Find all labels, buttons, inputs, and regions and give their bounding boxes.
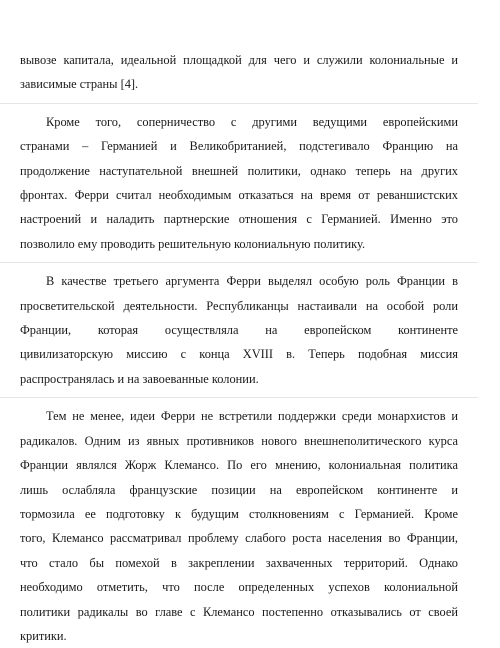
text-line: лишь ослабляла французские позиции на европейском континенте и <box>20 482 458 497</box>
text-line: Франции, которая осуществляла на европейском континенте <box>20 323 458 338</box>
text-line: что стало бы помехой в закреплении захваченных территорий. Однако <box>20 555 458 570</box>
text-line: Франции являлся Жорж Клемансо. По его мнению, колониальная политика <box>20 458 458 473</box>
text-line: просветительской деятельности. Республиканцы настаивали на особой роли <box>20 298 458 313</box>
paragraph-divider <box>0 397 478 398</box>
paragraph-rivalry <box>20 110 458 256</box>
paragraph-capital-export <box>20 0 458 97</box>
document-page <box>20 0 458 648</box>
text-line: необходимо отметить, что после определенных успехов колониальной <box>20 580 458 595</box>
text-line: Кроме того, соперничество с другими ведущими европейскими <box>46 114 458 129</box>
text-line: фронтах. Ферри считал необходимым отказаться на время от реваншистских <box>20 188 458 203</box>
text-line: позволило ему проводить решительную колониальную политику. <box>20 236 366 251</box>
text-line: распространялась и на завоеванные колонии. <box>20 371 259 386</box>
paragraph-divider <box>0 262 478 263</box>
text-line: политики радикалы во главе с Клемансо постепенно отказывались от своей <box>20 604 458 619</box>
text-line: вывозе капитала, идеальной площадкой для чего и служили колониальные и <box>20 53 458 67</box>
text-line: Тем не менее, идеи Ферри не встретили поддержки среди монархистов и <box>46 409 458 424</box>
paragraph-third-argument <box>20 269 458 391</box>
text-line: тормозила ее подготовку к будущим столкновениям с Германией. Кроме <box>20 506 458 521</box>
text-line: продолжение наступательной внешней политики, однако теперь на других <box>20 163 458 178</box>
text-line: цивилизаторскую миссию с конца XVIII в. Теперь подобная миссия <box>20 347 458 362</box>
text-line: настроений и наладить партнерские отношения с Германией. Именно это <box>20 212 458 227</box>
text-line: радикалов. Одним из явных противников нового внешнеполитического курса <box>20 433 458 448</box>
text-line: В качестве третьего аргумента Ферри выделял особую роль Франции в <box>46 274 458 289</box>
paragraph-opposition <box>20 404 458 648</box>
text-line: критики. <box>20 628 67 643</box>
text-line: странами – Германией и Великобританией, подстегивало Францию на <box>20 139 458 154</box>
text-line: зависимые страны [4]. <box>20 77 139 92</box>
paragraph-divider <box>0 103 478 104</box>
text-line: того, Клемансо рассматривал проблему слабого роста населения во Франции, <box>20 531 458 546</box>
